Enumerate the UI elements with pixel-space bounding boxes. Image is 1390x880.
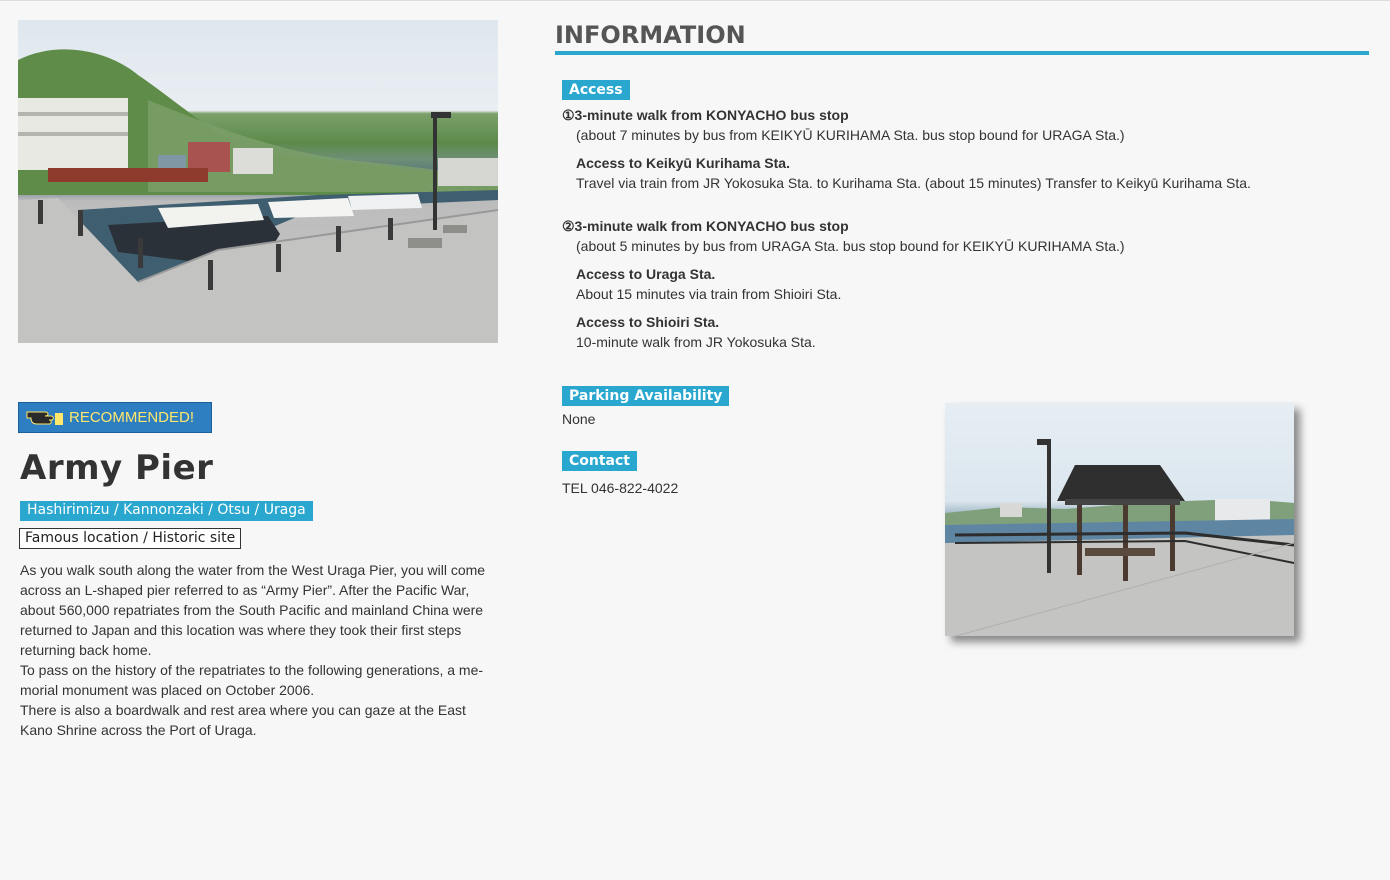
description-paragraph: As you walk south along the water from the West Uraga Pier, you will come across an L-shaped pier referred to as “Army Pier”. After the Pacific War, about 560,000 repatriates from the South Pacific and mainland China were returned to Japan and this location was where they took their first steps returning back home. (20, 562, 486, 658)
route-heading: ②3-minute walk from KONYACHO bus stop (562, 218, 849, 234)
access-label: Access (562, 80, 630, 100)
station-access-heading: Access to Shioiri Sta. (576, 314, 720, 330)
army-pier-photo (18, 20, 498, 343)
contact-phone[interactable]: TEL 046-822-4022 (562, 480, 679, 496)
route-block (562, 217, 1352, 352)
route-heading: ①3-minute walk from KONYACHO bus stop (562, 107, 849, 123)
parking-label: Parking Availability (562, 386, 729, 406)
area-tag[interactable]: Hashirimizu / Kannonzaki / Otsu / Uraga (20, 501, 313, 521)
spot-description (20, 560, 498, 740)
description-paragraph: There is also a boardwalk and rest area where you can gaze at the East Kano Shrine across the Port of Uraga. (20, 702, 466, 738)
route-bus-info: (about 7 minutes by bus from KEIKYŪ KURIHAMA Sta. bus stop bound for URAGA Sta.) (576, 127, 1125, 143)
category-tag[interactable]: Famous location / Historic site (19, 528, 241, 549)
route-bus-info: (about 5 minutes by bus from URAGA Sta. bus stop bound for KEIKYŪ KURIHAMA Sta.) (576, 238, 1125, 254)
station-access-text: 10-minute walk from JR Yokosuka Sta. (576, 334, 816, 350)
station-access-text: Travel via train from JR Yokosuka Sta. to Kurihama Sta. (about 15 minutes) Transfer to Keikyū Kurihama Sta. (576, 175, 1251, 191)
station-access-heading: Access to Uraga Sta. (576, 266, 716, 282)
rest-area-photo (945, 403, 1294, 636)
contact-label: Contact (562, 451, 637, 471)
spot-column (18, 20, 498, 738)
station-access-text: About 15 minutes via train from Shioiri Sta. (576, 286, 842, 302)
pointing-hand-icon (25, 408, 65, 428)
information-heading: INFORMATION (555, 21, 1369, 55)
recommended-label: RECOMMENDED! (69, 409, 195, 426)
station-access-heading: Access to Keikyū Kurihama Sta. (576, 155, 790, 171)
route-block (562, 106, 1352, 193)
description-paragraph: To pass on the history of the repatriates to the following generations, a me-morial monument was placed on October 2006. (20, 662, 484, 698)
parking-value: None (562, 411, 596, 427)
recommended-badge (18, 402, 212, 433)
page-title: Army Pier (20, 448, 214, 488)
